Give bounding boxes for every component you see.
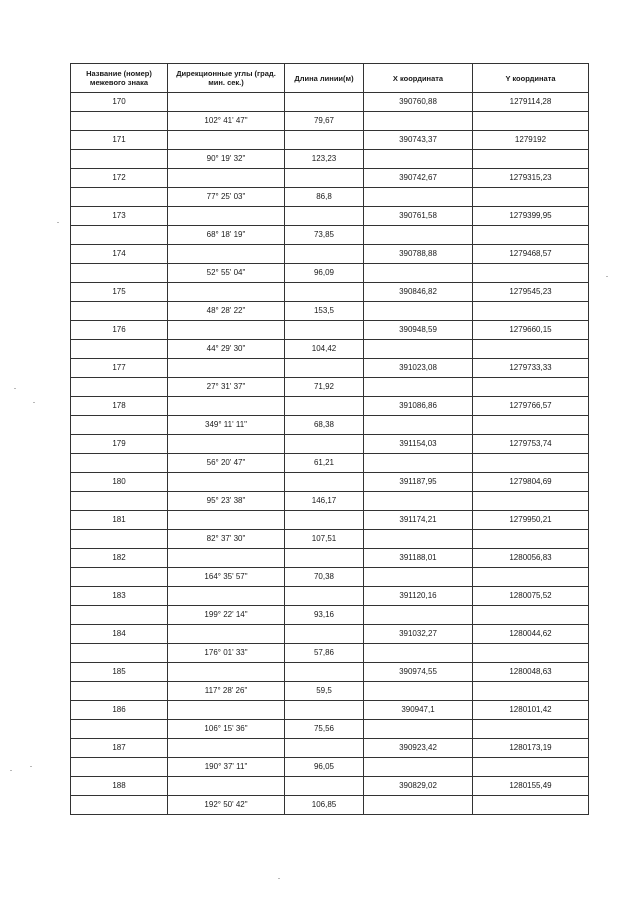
empty-cell	[71, 530, 168, 549]
empty-cell	[285, 321, 364, 340]
header-mark-name: Название (номер) межевого знака	[71, 64, 168, 93]
empty-cell	[168, 625, 285, 644]
table-row-segment	[71, 492, 589, 511]
empty-cell	[168, 93, 285, 112]
direction-angle-cell: 190° 37' 11"	[168, 758, 285, 777]
header-direction-angle: Дирекционные углы (град. мин. сек.)	[168, 64, 285, 93]
x-coordinate-cell: 391154,03	[364, 435, 473, 454]
empty-cell	[168, 435, 285, 454]
table-row-segment	[71, 720, 589, 739]
empty-cell	[473, 492, 589, 511]
y-coordinate-cell: 1280048,63	[473, 663, 589, 682]
empty-cell	[168, 131, 285, 150]
direction-angle-cell: 56° 20' 47"	[168, 454, 285, 473]
empty-cell	[364, 416, 473, 435]
x-coordinate-cell: 390788,88	[364, 245, 473, 264]
x-coordinate-cell: 391086,86	[364, 397, 473, 416]
table-row-mark	[71, 701, 589, 720]
x-coordinate-cell: 391187,95	[364, 473, 473, 492]
empty-cell	[71, 758, 168, 777]
mark-name-cell: 179	[71, 435, 168, 454]
line-length-cell: 73,85	[285, 226, 364, 245]
empty-cell	[285, 397, 364, 416]
y-coordinate-cell: 1280056,83	[473, 549, 589, 568]
line-length-cell: 96,09	[285, 264, 364, 283]
empty-cell	[285, 777, 364, 796]
table-row-segment	[71, 302, 589, 321]
empty-cell	[168, 549, 285, 568]
table-row-segment	[71, 112, 589, 131]
mark-name-cell: 188	[71, 777, 168, 796]
x-coordinate-cell: 390742,67	[364, 169, 473, 188]
empty-cell	[71, 302, 168, 321]
y-coordinate-cell: 1279315,23	[473, 169, 589, 188]
x-coordinate-cell: 390846,82	[364, 283, 473, 302]
empty-cell	[364, 530, 473, 549]
empty-cell	[168, 245, 285, 264]
empty-cell	[473, 112, 589, 131]
empty-cell	[285, 245, 364, 264]
empty-cell	[71, 340, 168, 359]
empty-cell	[168, 359, 285, 378]
empty-cell	[168, 777, 285, 796]
mark-name-cell: 175	[71, 283, 168, 302]
empty-cell	[71, 226, 168, 245]
line-length-cell: 153,5	[285, 302, 364, 321]
empty-cell	[364, 606, 473, 625]
line-length-cell: 71,92	[285, 378, 364, 397]
empty-cell	[364, 188, 473, 207]
empty-cell	[71, 416, 168, 435]
table-row-segment	[71, 606, 589, 625]
mark-name-cell: 170	[71, 93, 168, 112]
table-row-mark	[71, 435, 589, 454]
empty-cell	[285, 435, 364, 454]
empty-cell	[473, 340, 589, 359]
boundary-marks-table	[70, 63, 589, 815]
empty-cell	[473, 226, 589, 245]
table-row-segment	[71, 530, 589, 549]
empty-cell	[364, 112, 473, 131]
empty-cell	[364, 492, 473, 511]
empty-cell	[285, 663, 364, 682]
empty-cell	[285, 473, 364, 492]
empty-cell	[285, 359, 364, 378]
empty-cell	[285, 739, 364, 758]
empty-cell	[168, 473, 285, 492]
empty-cell	[364, 644, 473, 663]
x-coordinate-cell: 390761,58	[364, 207, 473, 226]
empty-cell	[71, 378, 168, 397]
empty-cell	[168, 739, 285, 758]
empty-cell	[285, 701, 364, 720]
empty-cell	[364, 226, 473, 245]
mark-name-cell: 183	[71, 587, 168, 606]
scan-speck	[606, 276, 608, 277]
empty-cell	[168, 283, 285, 302]
table-row-segment	[71, 150, 589, 169]
table-row-segment	[71, 682, 589, 701]
empty-cell	[71, 264, 168, 283]
empty-cell	[168, 169, 285, 188]
table-row-mark	[71, 321, 589, 340]
table-row-segment	[71, 226, 589, 245]
direction-angle-cell: 68° 18' 19"	[168, 226, 285, 245]
y-coordinate-cell: 1280101,42	[473, 701, 589, 720]
line-length-cell: 68,38	[285, 416, 364, 435]
y-coordinate-cell: 1279399,95	[473, 207, 589, 226]
x-coordinate-cell: 390829,02	[364, 777, 473, 796]
empty-cell	[364, 150, 473, 169]
empty-cell	[473, 302, 589, 321]
direction-angle-cell: 176° 01' 33"	[168, 644, 285, 663]
mark-name-cell: 176	[71, 321, 168, 340]
table-row-mark	[71, 511, 589, 530]
x-coordinate-cell: 390947,1	[364, 701, 473, 720]
empty-cell	[168, 663, 285, 682]
table-row-mark	[71, 359, 589, 378]
table-row-mark	[71, 739, 589, 758]
line-length-cell: 107,51	[285, 530, 364, 549]
empty-cell	[285, 283, 364, 302]
scan-speck	[10, 770, 12, 771]
empty-cell	[71, 568, 168, 587]
empty-cell	[364, 796, 473, 815]
scan-speck	[57, 222, 59, 223]
empty-cell	[71, 682, 168, 701]
table-row-mark	[71, 625, 589, 644]
direction-angle-cell: 77° 25' 03"	[168, 188, 285, 207]
empty-cell	[473, 644, 589, 663]
scan-speck	[278, 878, 280, 879]
direction-angle-cell: 102° 41' 47"	[168, 112, 285, 131]
empty-cell	[473, 378, 589, 397]
table-header-row	[71, 64, 589, 93]
empty-cell	[364, 720, 473, 739]
mark-name-cell: 178	[71, 397, 168, 416]
table-row-segment	[71, 416, 589, 435]
scan-speck	[14, 388, 16, 389]
empty-cell	[168, 207, 285, 226]
y-coordinate-cell: 1279804,69	[473, 473, 589, 492]
line-length-cell: 79,67	[285, 112, 364, 131]
table-row-segment	[71, 454, 589, 473]
mark-name-cell: 181	[71, 511, 168, 530]
header-line-length: Длина линии(м)	[285, 64, 364, 93]
empty-cell	[285, 169, 364, 188]
y-coordinate-cell: 1279753,74	[473, 435, 589, 454]
table-row-mark	[71, 131, 589, 150]
empty-cell	[71, 150, 168, 169]
empty-cell	[285, 549, 364, 568]
y-coordinate-cell: 1279114,28	[473, 93, 589, 112]
table-row-segment	[71, 644, 589, 663]
table-row-mark	[71, 245, 589, 264]
y-coordinate-cell: 1280155,49	[473, 777, 589, 796]
empty-cell	[285, 511, 364, 530]
line-length-cell: 61,21	[285, 454, 364, 473]
y-coordinate-cell: 1279545,23	[473, 283, 589, 302]
empty-cell	[71, 720, 168, 739]
x-coordinate-cell: 390923,42	[364, 739, 473, 758]
direction-angle-cell: 27° 31' 37"	[168, 378, 285, 397]
empty-cell	[71, 454, 168, 473]
x-coordinate-cell: 391174,21	[364, 511, 473, 530]
header-x-coordinate: X координата	[364, 64, 473, 93]
y-coordinate-cell: 1279950,21	[473, 511, 589, 530]
empty-cell	[473, 606, 589, 625]
empty-cell	[285, 625, 364, 644]
mark-name-cell: 186	[71, 701, 168, 720]
x-coordinate-cell: 391188,01	[364, 549, 473, 568]
y-coordinate-cell: 1280075,52	[473, 587, 589, 606]
y-coordinate-cell: 1279766,57	[473, 397, 589, 416]
empty-cell	[168, 511, 285, 530]
table-body	[71, 93, 589, 815]
x-coordinate-cell: 391023,08	[364, 359, 473, 378]
empty-cell	[473, 720, 589, 739]
table-row-segment	[71, 568, 589, 587]
x-coordinate-cell: 390948,59	[364, 321, 473, 340]
direction-angle-cell: 164° 35' 57"	[168, 568, 285, 587]
mark-name-cell: 182	[71, 549, 168, 568]
empty-cell	[364, 378, 473, 397]
scan-speck	[33, 402, 35, 403]
empty-cell	[71, 188, 168, 207]
scan-speck	[30, 766, 32, 767]
table-row-mark	[71, 93, 589, 112]
table-row-segment	[71, 758, 589, 777]
mark-name-cell: 173	[71, 207, 168, 226]
empty-cell	[364, 454, 473, 473]
empty-cell	[71, 492, 168, 511]
y-coordinate-cell: 1280173,19	[473, 739, 589, 758]
line-length-cell: 106,85	[285, 796, 364, 815]
line-length-cell: 104,42	[285, 340, 364, 359]
mark-name-cell: 180	[71, 473, 168, 492]
empty-cell	[285, 587, 364, 606]
mark-name-cell: 184	[71, 625, 168, 644]
table-row-mark	[71, 283, 589, 302]
direction-angle-cell: 95° 23' 38"	[168, 492, 285, 511]
empty-cell	[168, 397, 285, 416]
mark-name-cell: 174	[71, 245, 168, 264]
header-y-coordinate: Y координата	[473, 64, 589, 93]
empty-cell	[71, 796, 168, 815]
empty-cell	[168, 321, 285, 340]
mark-name-cell: 185	[71, 663, 168, 682]
table-row-mark	[71, 777, 589, 796]
direction-angle-cell: 52° 55' 04"	[168, 264, 285, 283]
empty-cell	[473, 264, 589, 283]
empty-cell	[364, 682, 473, 701]
empty-cell	[168, 701, 285, 720]
empty-cell	[473, 416, 589, 435]
empty-cell	[364, 340, 473, 359]
line-length-cell: 75,56	[285, 720, 364, 739]
x-coordinate-cell: 390743,37	[364, 131, 473, 150]
direction-angle-cell: 90° 19' 32"	[168, 150, 285, 169]
y-coordinate-cell: 1279192	[473, 131, 589, 150]
empty-cell	[473, 188, 589, 207]
empty-cell	[71, 112, 168, 131]
mark-name-cell: 171	[71, 131, 168, 150]
table-row-segment	[71, 188, 589, 207]
y-coordinate-cell: 1280044,62	[473, 625, 589, 644]
direction-angle-cell: 349° 11' 11"	[168, 416, 285, 435]
table-row-mark	[71, 207, 589, 226]
table-row-segment	[71, 264, 589, 283]
empty-cell	[364, 264, 473, 283]
line-length-cell: 96,05	[285, 758, 364, 777]
table-row-mark	[71, 473, 589, 492]
x-coordinate-cell: 391120,16	[364, 587, 473, 606]
empty-cell	[168, 587, 285, 606]
empty-cell	[473, 568, 589, 587]
empty-cell	[364, 758, 473, 777]
line-length-cell: 70,38	[285, 568, 364, 587]
line-length-cell: 93,16	[285, 606, 364, 625]
table-row-mark	[71, 397, 589, 416]
direction-angle-cell: 48° 28' 22"	[168, 302, 285, 321]
table-row-segment	[71, 340, 589, 359]
line-length-cell: 86,8	[285, 188, 364, 207]
empty-cell	[364, 568, 473, 587]
y-coordinate-cell: 1279660,15	[473, 321, 589, 340]
table-row-mark	[71, 169, 589, 188]
table-row-segment	[71, 796, 589, 815]
empty-cell	[473, 796, 589, 815]
empty-cell	[473, 150, 589, 169]
x-coordinate-cell: 390760,88	[364, 93, 473, 112]
empty-cell	[285, 207, 364, 226]
empty-cell	[71, 606, 168, 625]
empty-cell	[71, 644, 168, 663]
empty-cell	[364, 302, 473, 321]
direction-angle-cell: 192° 50' 42"	[168, 796, 285, 815]
table-row-mark	[71, 549, 589, 568]
line-length-cell: 59,5	[285, 682, 364, 701]
direction-angle-cell: 106° 15' 36"	[168, 720, 285, 739]
table-row-mark	[71, 663, 589, 682]
y-coordinate-cell: 1279468,57	[473, 245, 589, 264]
direction-angle-cell: 117° 28' 26"	[168, 682, 285, 701]
direction-angle-cell: 82° 37' 30"	[168, 530, 285, 549]
direction-angle-cell: 44° 29' 30"	[168, 340, 285, 359]
line-length-cell: 123,23	[285, 150, 364, 169]
mark-name-cell: 177	[71, 359, 168, 378]
x-coordinate-cell: 391032,27	[364, 625, 473, 644]
empty-cell	[473, 454, 589, 473]
line-length-cell: 57,86	[285, 644, 364, 663]
table-row-mark	[71, 587, 589, 606]
mark-name-cell: 172	[71, 169, 168, 188]
empty-cell	[285, 131, 364, 150]
empty-cell	[473, 758, 589, 777]
line-length-cell: 146,17	[285, 492, 364, 511]
y-coordinate-cell: 1279733,33	[473, 359, 589, 378]
x-coordinate-cell: 390974,55	[364, 663, 473, 682]
mark-name-cell: 187	[71, 739, 168, 758]
table-row-segment	[71, 378, 589, 397]
empty-cell	[473, 682, 589, 701]
empty-cell	[473, 530, 589, 549]
direction-angle-cell: 199° 22' 14"	[168, 606, 285, 625]
empty-cell	[285, 93, 364, 112]
